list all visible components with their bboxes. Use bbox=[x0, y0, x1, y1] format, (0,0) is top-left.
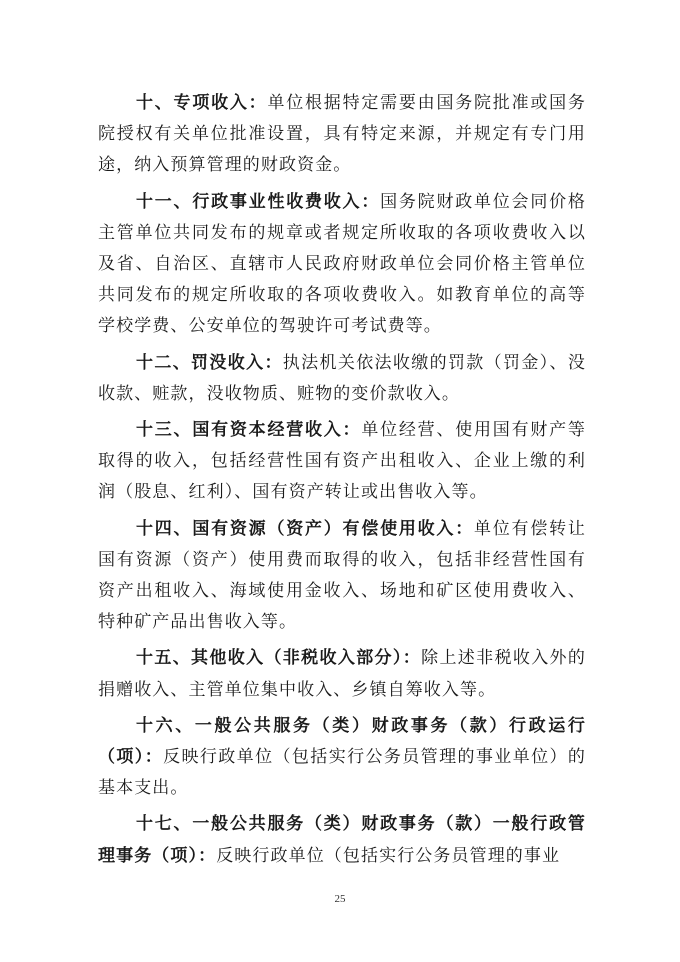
paragraph-special-revenue bbox=[98, 88, 586, 182]
paragraph-heading: 十一、行政事业性收费收入： bbox=[136, 191, 381, 212]
paragraph-heading: 十五、其他收入（非税收入部分）： bbox=[136, 648, 422, 669]
paragraph-text: 反映行政单位（包括实行公务员管理的事业 bbox=[216, 845, 561, 866]
paragraph-heading: 十六、一般公共服务（类）财政事务（款）行政运行（项）： bbox=[98, 715, 586, 768]
paragraph-administrative-fees bbox=[98, 187, 586, 343]
paragraph-other-income bbox=[98, 643, 586, 705]
paragraph-heading: 十四、国有资源（资产）有偿使用收入： bbox=[136, 518, 474, 539]
paragraph-text: 单位有偿转让国有资源（资产）使用费而取得的收入，包括非经营性国有资产出租收入、海域使用金收入、场地和矿区使用费收入、特种矿产品出售收入等。 bbox=[98, 518, 586, 633]
paragraph-state-resources-income bbox=[98, 514, 586, 639]
paragraph-text: 单位经营、使用国有财产等取得的收入，包括经营性国有资产出租收入、企业上缴的利润（股息、红利）、国有资产转让或出售收入等。 bbox=[98, 420, 587, 503]
paragraph-general-administration bbox=[98, 809, 586, 871]
paragraph-heading: 十三、国有资本经营收入： bbox=[136, 420, 362, 441]
paragraph-text: 除上述非税收入外的捐赠收入、主管单位集中收入、乡镇自筹收入等。 bbox=[98, 648, 586, 700]
paragraph-heading: 十二、罚没收入： bbox=[136, 352, 283, 373]
paragraph-administrative-operation bbox=[98, 711, 586, 805]
paragraph-heading: 十七、一般公共服务（类）财政事务（款）一般行政管理事务（项）： bbox=[98, 814, 586, 866]
paragraph-text: 执法机关依法收缴的罚款（罚金）、没收款、赃款，没收物质、赃物的变价款收入。 bbox=[98, 352, 586, 404]
paragraph-text: 单位根据特定需要由国务院批准或国务院授权有关单位批准设置，具有特定来源，并规定有专门用途，纳入预算管理的财政资金。 bbox=[98, 93, 587, 176]
document-body bbox=[98, 88, 586, 877]
paragraph-text: 国务院财政单位会同价格主管单位共同发布的规章或者规定所收取的各项收费收入以及省、自治区、直辖市人民政府财政单位会同价格主管单位共同发布的规定所收取的各项收费收入。如教育单位的高等学校学费、公安单位的驾驶许可考试费等。 bbox=[98, 191, 586, 337]
paragraph-heading: 十、专项收入： bbox=[136, 93, 268, 113]
paragraph-fines-confiscation bbox=[98, 348, 586, 410]
paragraph-text: 反映行政单位（包括实行公务员管理的事业单位）的基本支出。 bbox=[98, 747, 586, 799]
page-number: 25 bbox=[334, 893, 346, 905]
paragraph-state-capital-income bbox=[98, 415, 586, 509]
